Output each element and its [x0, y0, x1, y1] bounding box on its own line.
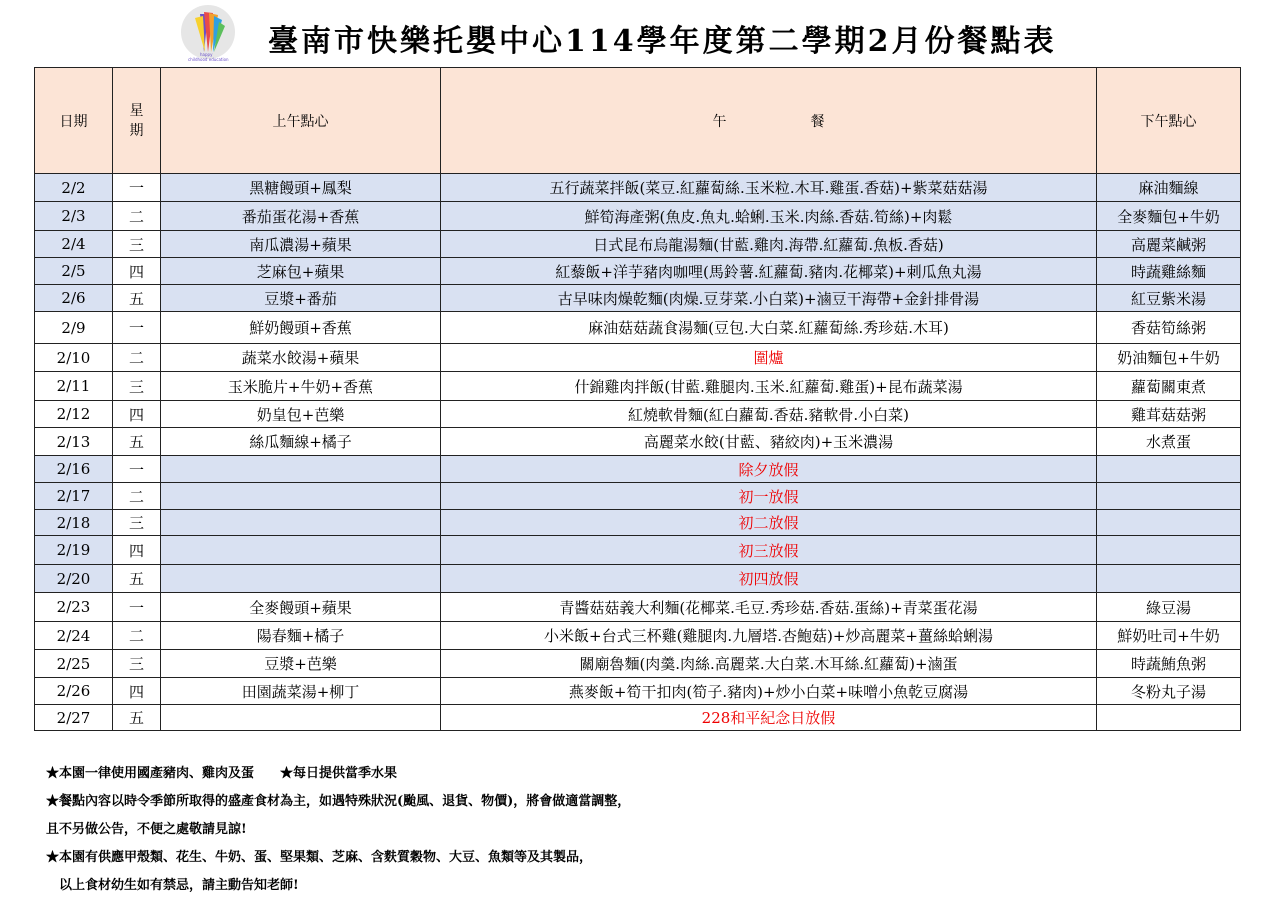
- header-weekday: 星期: [113, 68, 161, 174]
- lunch-cell: 五行蔬菜拌飯(菜豆.紅蘿蔔絲.玉米粒.木耳.雞蛋.香菇)+紫菜菇菇湯: [441, 174, 1097, 202]
- menu-row: [35, 565, 1241, 593]
- menu-row: [35, 231, 1241, 258]
- menu-row: [35, 401, 1241, 428]
- weekday-cell: 一: [113, 593, 161, 622]
- date-cell: 2/9: [35, 312, 113, 344]
- weekday-cell: 三: [113, 650, 161, 678]
- afternoon-snack-cell: [1097, 565, 1241, 593]
- date-cell: 2/10: [35, 344, 113, 372]
- weekday-cell: 一: [113, 456, 161, 483]
- weekday-cell: 五: [113, 705, 161, 731]
- date-cell: 2/2: [35, 174, 113, 202]
- header-row: [35, 68, 1241, 174]
- afternoon-snack-cell: 時蔬鮪魚粥: [1097, 650, 1241, 678]
- morning-snack-cell: [161, 536, 441, 565]
- weekday-cell: 四: [113, 678, 161, 705]
- weekday-cell: 四: [113, 536, 161, 565]
- menu-row: [35, 428, 1241, 456]
- lunch-cell: 高麗菜水餃(甘藍、豬絞肉)+玉米濃湯: [441, 428, 1097, 456]
- menu-row: [35, 650, 1241, 678]
- lunch-cell: 日式昆布烏龍湯麵(甘藍.雞肉.海帶.紅蘿蔔.魚板.香菇): [441, 231, 1097, 258]
- menu-row: [35, 344, 1241, 372]
- weekday-cell: 四: [113, 401, 161, 428]
- morning-snack-cell: [161, 483, 441, 510]
- lunch-cell: 228和平紀念日放假: [441, 705, 1097, 731]
- date-cell: 2/13: [35, 428, 113, 456]
- morning-snack-cell: [161, 510, 441, 536]
- lunch-cell: 圍爐: [441, 344, 1097, 372]
- morning-snack-cell: 奶皇包+芭樂: [161, 401, 441, 428]
- menu-row: [35, 705, 1241, 731]
- weekday-cell: 一: [113, 174, 161, 202]
- afternoon-snack-cell: [1097, 536, 1241, 565]
- date-cell: 2/16: [35, 456, 113, 483]
- menu-table: [34, 67, 1241, 731]
- menu-row: [35, 258, 1241, 285]
- morning-snack-cell: 黑糖饅頭+鳳梨: [161, 174, 441, 202]
- school-logo: [178, 4, 250, 64]
- menu-row: [35, 510, 1241, 536]
- morning-snack-cell: 玉米脆片+牛奶+香蕉: [161, 372, 441, 401]
- weekday-cell: 二: [113, 344, 161, 372]
- weekday-cell: 四: [113, 258, 161, 285]
- svg-text:happy: happy: [200, 52, 213, 57]
- menu-row: [35, 285, 1241, 312]
- afternoon-snack-cell: 時蔬雞絲麵: [1097, 258, 1241, 285]
- date-cell: 2/27: [35, 705, 113, 731]
- lunch-cell: 青醬菇菇義大利麵(花椰菜.毛豆.秀珍菇.香菇.蛋絲)+青菜蛋花湯: [441, 593, 1097, 622]
- lunch-cell: 初四放假: [441, 565, 1097, 593]
- lunch-cell: 燕麥飯+筍干扣肉(筍子.豬肉)+炒小白菜+味噌小魚乾豆腐湯: [441, 678, 1097, 705]
- afternoon-snack-cell: 鮮奶吐司+牛奶: [1097, 622, 1241, 650]
- note-line: ★本園一律使用國產豬肉、雞肉及蛋 ★每日提供當季水果: [46, 766, 398, 781]
- morning-snack-cell: 豆漿+番茄: [161, 285, 441, 312]
- header-lunch: 午 餐: [441, 68, 1097, 174]
- date-cell: 2/4: [35, 231, 113, 258]
- afternoon-snack-cell: 麻油麵線: [1097, 174, 1241, 202]
- menu-row: [35, 678, 1241, 705]
- afternoon-snack-cell: 水煮蛋: [1097, 428, 1241, 456]
- date-cell: 2/20: [35, 565, 113, 593]
- menu-row: [35, 536, 1241, 565]
- afternoon-snack-cell: 香菇筍絲粥: [1097, 312, 1241, 344]
- lunch-cell: 紅燒軟骨麵(紅白蘿蔔.香菇.豬軟骨.小白菜): [441, 401, 1097, 428]
- date-cell: 2/5: [35, 258, 113, 285]
- weekday-cell: 二: [113, 483, 161, 510]
- date-cell: 2/18: [35, 510, 113, 536]
- afternoon-snack-cell: 蘿蔔關東煮: [1097, 372, 1241, 401]
- lunch-cell: 小米飯+台式三杯雞(雞腿肉.九層塔.杏鮑菇)+炒高麗菜+薑絲蛤蜊湯: [441, 622, 1097, 650]
- lunch-cell: 除夕放假: [441, 456, 1097, 483]
- morning-snack-cell: [161, 565, 441, 593]
- menu-row: [35, 174, 1241, 202]
- header-morning-snack: 上午點心: [161, 68, 441, 174]
- afternoon-snack-cell: 冬粉丸子湯: [1097, 678, 1241, 705]
- date-cell: 2/12: [35, 401, 113, 428]
- lunch-cell: 初二放假: [441, 510, 1097, 536]
- morning-snack-cell: 全麥饅頭+蘋果: [161, 593, 441, 622]
- date-cell: 2/23: [35, 593, 113, 622]
- header-date: 日期: [35, 68, 113, 174]
- weekday-cell: 五: [113, 285, 161, 312]
- date-cell: 2/24: [35, 622, 113, 650]
- lunch-cell: 什錦雞肉拌飯(甘藍.雞腿肉.玉米.紅蘿蔔.雞蛋)+昆布蔬菜湯: [441, 372, 1097, 401]
- afternoon-snack-cell: 雞茸菇菇粥: [1097, 401, 1241, 428]
- afternoon-snack-cell: 奶油麵包+牛奶: [1097, 344, 1241, 372]
- menu-row: [35, 372, 1241, 401]
- date-cell: 2/26: [35, 678, 113, 705]
- weekday-cell: 二: [113, 202, 161, 231]
- morning-snack-cell: 番茄蛋花湯+香蕉: [161, 202, 441, 231]
- afternoon-snack-cell: [1097, 483, 1241, 510]
- afternoon-snack-cell: [1097, 705, 1241, 731]
- afternoon-snack-cell: 全麥麵包+牛奶: [1097, 202, 1241, 231]
- morning-snack-cell: 絲瓜麵線+橘子: [161, 428, 441, 456]
- date-cell: 2/11: [35, 372, 113, 401]
- note-line: 且不另做公告，不便之處敬請見諒!: [46, 822, 247, 837]
- weekday-cell: 三: [113, 231, 161, 258]
- lunch-cell: 鮮筍海產粥(魚皮.魚丸.蛤蜊.玉米.肉絲.香菇.筍絲)+肉鬆: [441, 202, 1097, 231]
- lunch-cell: 關廟魯麵(肉羹.肉絲.高麗菜.大白菜.木耳絲.紅蘿蔔)+滷蛋: [441, 650, 1097, 678]
- menu-row: [35, 622, 1241, 650]
- morning-snack-cell: 豆漿+芭樂: [161, 650, 441, 678]
- lunch-cell: 初一放假: [441, 483, 1097, 510]
- afternoon-snack-cell: 綠豆湯: [1097, 593, 1241, 622]
- lunch-cell: 紅藜飯+洋芋豬肉咖哩(馬鈴薯.紅蘿蔔.豬肉.花椰菜)+刺瓜魚丸湯: [441, 258, 1097, 285]
- weekday-cell: 三: [113, 372, 161, 401]
- weekday-cell: 二: [113, 622, 161, 650]
- afternoon-snack-cell: 高麗菜鹹粥: [1097, 231, 1241, 258]
- morning-snack-cell: [161, 705, 441, 731]
- notes: [46, 760, 630, 900]
- morning-snack-cell: 田園蔬菜湯+柳丁: [161, 678, 441, 705]
- afternoon-snack-cell: [1097, 456, 1241, 483]
- lunch-cell: 初三放假: [441, 536, 1097, 565]
- menu-row: [35, 593, 1241, 622]
- date-cell: 2/3: [35, 202, 113, 231]
- menu-row: [35, 456, 1241, 483]
- note-line: ★本園有供應甲殼類、花生、牛奶、蛋、堅果類、芝麻、含麩質穀物、大豆、魚類等及其製品，: [46, 850, 593, 865]
- date-cell: 2/25: [35, 650, 113, 678]
- morning-snack-cell: [161, 456, 441, 483]
- weekday-cell: 五: [113, 428, 161, 456]
- menu-row: [35, 483, 1241, 510]
- lunch-cell: 古早味肉燥乾麵(肉燥.豆芽菜.小白菜)+滷豆干海帶+金針排骨湯: [441, 285, 1097, 312]
- weekday-cell: 五: [113, 565, 161, 593]
- morning-snack-cell: 陽春麵+橘子: [161, 622, 441, 650]
- date-cell: 2/6: [35, 285, 113, 312]
- note-line: 以上食材幼生如有禁忌，請主動告知老師!: [46, 878, 299, 893]
- menu-row: [35, 312, 1241, 344]
- note-line: ★餐點內容以時令季節所取得的盛產食材為主，如遇特殊狀況(颱風、退貨、物價)，將會做適當調整，: [46, 794, 631, 809]
- weekday-cell: 三: [113, 510, 161, 536]
- header-afternoon-snack: 下午點心: [1097, 68, 1241, 174]
- morning-snack-cell: 芝麻包+蘋果: [161, 258, 441, 285]
- afternoon-snack-cell: 紅豆紫米湯: [1097, 285, 1241, 312]
- date-cell: 2/19: [35, 536, 113, 565]
- svg-text:childhood education: childhood education: [188, 57, 229, 62]
- morning-snack-cell: 蔬菜水餃湯+蘋果: [161, 344, 441, 372]
- date-cell: 2/17: [35, 483, 113, 510]
- menu-row: [35, 202, 1241, 231]
- weekday-cell: 一: [113, 312, 161, 344]
- lunch-cell: 麻油菇菇蔬食湯麵(豆包.大白菜.紅蘿蔔絲.秀珍菇.木耳): [441, 312, 1097, 344]
- morning-snack-cell: 南瓜濃湯+蘋果: [161, 231, 441, 258]
- afternoon-snack-cell: [1097, 510, 1241, 536]
- page-title: 臺南市快樂托嬰中心114學年度第二學期2月份餐點表: [268, 24, 1057, 59]
- morning-snack-cell: 鮮奶饅頭+香蕉: [161, 312, 441, 344]
